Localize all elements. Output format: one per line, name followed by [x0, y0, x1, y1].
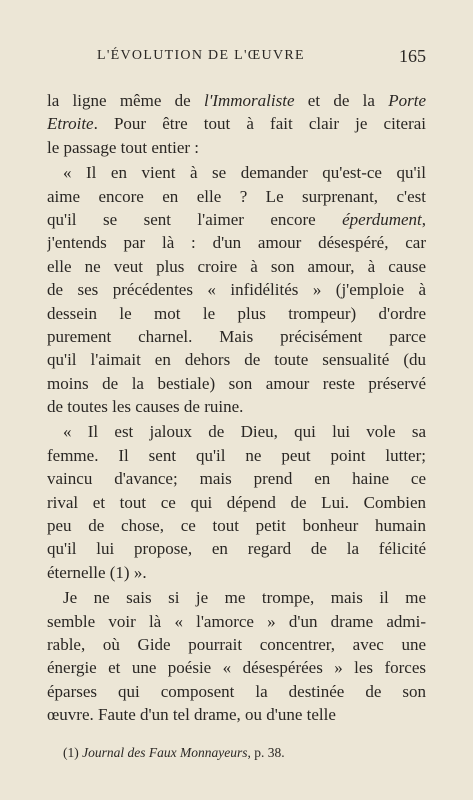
footnote-reference: , p. 38.	[247, 745, 285, 760]
page-header	[47, 46, 426, 72]
text-run: semble voir là « l'amorce » d'un drame admi-	[47, 611, 426, 631]
text-line	[47, 302, 426, 325]
text-line	[47, 420, 426, 443]
footnote-title: Journal des Faux Monnayeurs	[82, 745, 248, 760]
text-line	[47, 161, 426, 184]
paragraph	[47, 586, 426, 726]
text-run: de ses précédentes « infidélités » (j'emploie à	[47, 280, 426, 300]
text-line	[47, 610, 426, 633]
text-line	[47, 586, 426, 609]
text-line	[47, 395, 426, 418]
text-run: « Il en vient à se demander qu'est-ce qu'il	[63, 163, 426, 183]
text-line	[47, 89, 426, 112]
text-line	[47, 680, 426, 703]
text-run: la ligne même de	[47, 91, 204, 110]
text-run: le passage tout entier :	[47, 137, 200, 157]
footnote-marker: (1)	[63, 745, 79, 760]
text-line	[47, 656, 426, 679]
text-run: moins de la bestiale) son amour reste préservé	[47, 373, 426, 393]
text-run: et de la	[294, 91, 389, 110]
paragraph	[47, 89, 426, 159]
text-line	[47, 561, 426, 584]
text-line	[47, 372, 426, 395]
text-run: énergie et une poésie « désespérées » les forces	[47, 658, 426, 678]
italic-text: Porte	[388, 91, 426, 110]
text-run: purement charnel. Mais précisément parce	[47, 326, 426, 346]
text-run: vaincu d'avance; mais prend en haine ce	[47, 469, 426, 489]
text-line	[47, 185, 426, 208]
paragraph	[47, 161, 426, 418]
text-run: « Il est jaloux de Dieu, qui lui vole sa	[63, 422, 426, 442]
text-run: peu de chose, ce tout petit bonheur humain	[47, 516, 426, 536]
text-line	[47, 537, 426, 560]
text-run: de toutes les causes de ruine.	[47, 397, 244, 417]
text-run: rable, où Gide pourrait concentrer, avec une	[47, 634, 426, 654]
text-line	[47, 231, 426, 254]
text-line	[47, 136, 426, 159]
footnote	[63, 745, 285, 761]
text-run: qu'il se sent l'aimer encore	[47, 209, 343, 229]
text-line	[47, 467, 426, 490]
text-line	[47, 703, 426, 726]
text-run: rival et tout ce qui dépend de Lui. Combien	[47, 492, 426, 512]
italic-text: éperdument	[342, 209, 422, 229]
text-line	[47, 255, 426, 278]
running-title: L'ÉVOLUTION DE L'ŒUVRE	[97, 48, 305, 63]
text-line	[47, 444, 426, 467]
text-run: aime encore en elle ? Le surprenant, c'est	[47, 186, 426, 206]
italic-text: l'Immoraliste	[203, 91, 295, 110]
text-run: femme. Il sent qu'il ne peut point lutter;	[47, 445, 426, 465]
text-run: j'entends par là : d'un amour désespéré, car	[47, 233, 426, 253]
italic-text: Etroite	[47, 114, 94, 134]
text-run: éparses qui composent la destinée de son	[47, 681, 426, 701]
text-run: Je ne sais si je me trompe, mais il me	[63, 588, 426, 608]
text-line	[47, 348, 426, 371]
text-run: œuvre. Faute d'un tel drame, ou d'une telle	[47, 705, 336, 725]
body-text	[47, 89, 426, 727]
page-number: 165	[399, 46, 426, 66]
text-line	[47, 633, 426, 656]
text-line	[47, 514, 426, 537]
text-run: elle ne veut plus croire à son amour, à cause	[47, 256, 426, 276]
text-line	[47, 325, 426, 348]
text-run: qu'il l'aimait en dehors de toute sensualité (du	[47, 350, 426, 370]
text-run: ,	[421, 209, 426, 229]
text-line	[47, 491, 426, 514]
text-run: dessein le mot le plus trompeur) d'ordre	[47, 303, 426, 323]
text-run: . Pour être tout à fait clair je citerai	[93, 114, 426, 134]
text-line	[47, 208, 426, 231]
text-line	[47, 112, 426, 135]
paragraph	[47, 420, 426, 584]
text-run: qu'il lui propose, en regard de la félicité	[47, 539, 426, 559]
text-line	[47, 278, 426, 301]
text-run: éternelle (1) ».	[47, 562, 147, 582]
